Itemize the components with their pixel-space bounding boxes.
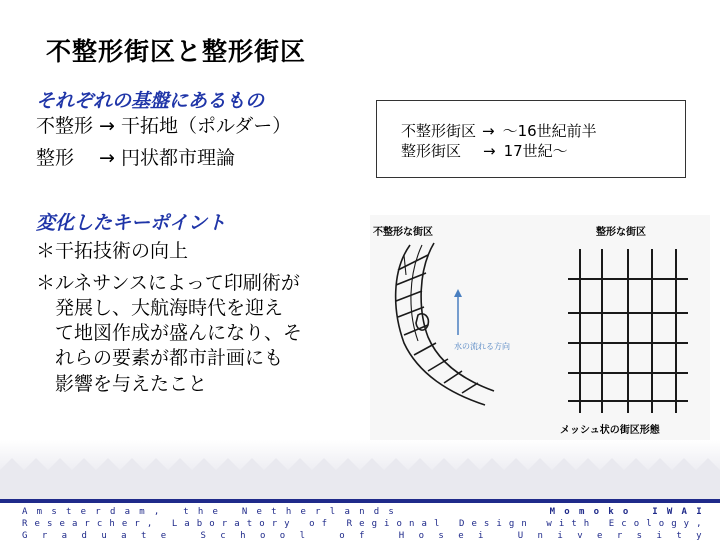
footer-char: e: [121, 519, 128, 529]
footer-char: n: [537, 531, 543, 541]
footer-char: a: [234, 519, 240, 529]
footer-char: l: [433, 519, 440, 529]
footer-char: h: [285, 507, 292, 517]
footer-char: L: [171, 519, 178, 529]
footer-char: o: [339, 531, 345, 541]
footer-char: a: [184, 519, 190, 529]
footer-char: m: [36, 507, 43, 517]
footer-char: [418, 506, 423, 518]
footer-char: o: [622, 507, 629, 517]
footer-char: u: [101, 531, 107, 541]
footer-char: i: [656, 531, 662, 541]
footer-char: i: [384, 519, 390, 529]
footer-char: t: [140, 531, 147, 541]
footer-char: o: [564, 507, 570, 517]
footer-char: c: [96, 519, 103, 529]
footer-char: a: [421, 519, 427, 529]
footer-char: r: [84, 519, 90, 529]
footer-char: o: [658, 519, 665, 529]
footer-row: [0, 518, 720, 530]
footer-char: [169, 506, 174, 518]
keypoint-item: ＊干拓技術の向上: [36, 240, 189, 262]
footer-char: o: [633, 519, 640, 529]
footer-char: [379, 530, 384, 542]
footer-char: s: [46, 519, 53, 529]
footer-char: c: [621, 519, 627, 529]
footer-char: R: [22, 519, 28, 529]
keypoint-item: れらの要素が都市計画にも: [36, 347, 284, 369]
footer-char: v: [577, 531, 583, 541]
footer-char: [432, 506, 437, 518]
footer-char: m: [578, 507, 585, 517]
period-line-regular: [401, 141, 685, 161]
label-irregular: 不整形な街区: [373, 227, 433, 238]
footer-char: E: [608, 519, 615, 529]
footer-char: y: [683, 519, 690, 529]
footer-char: a: [344, 507, 350, 517]
footer-row: [0, 530, 720, 542]
footer-char: l: [646, 519, 652, 529]
footer-char: H: [398, 531, 405, 541]
footer-char: c: [220, 531, 226, 541]
footer-char: n: [521, 519, 527, 529]
footer-char: a: [71, 519, 78, 529]
footer-char: [319, 530, 324, 542]
period-label: 不整形街区: [401, 122, 477, 140]
footer-char: t: [676, 531, 682, 541]
footer-char: t: [246, 519, 253, 529]
footer-char: e: [34, 519, 40, 529]
footer-char: S: [200, 531, 206, 541]
slide-title: 不整形街区と整形街区: [46, 37, 307, 66]
footer-char: [476, 506, 481, 518]
footer-char: M: [549, 507, 556, 517]
footer-char: [520, 506, 525, 518]
footer-char: d: [373, 507, 380, 517]
period-label: 整形街区: [401, 142, 462, 160]
footer-char: [534, 518, 539, 530]
footer-char: n: [359, 507, 365, 517]
footer-char: s: [438, 531, 444, 541]
footer-char: [596, 518, 601, 530]
footer-char: e: [80, 507, 87, 517]
footer-char: a: [121, 531, 127, 541]
footer-char: h: [109, 519, 115, 529]
footer-char: b: [196, 519, 203, 529]
footer-char: m: [139, 507, 145, 517]
arrow-icon: →: [482, 122, 495, 140]
footer-char: o: [418, 531, 424, 541]
footer-char: r: [41, 531, 48, 541]
foundation-line-irregular: 不整形 → 干拓地（ポルダー）: [36, 115, 292, 137]
footer-char: ,: [146, 519, 153, 529]
footer-rule: [0, 499, 720, 503]
footer-char: I: [696, 507, 702, 517]
label-flow: 水の流れる方向: [454, 342, 510, 351]
footer-char: h: [240, 531, 246, 541]
footer-char: n: [409, 519, 415, 529]
keypoint-item: 発展し、大航海時代を迎え: [36, 297, 284, 319]
foundation-line-regular: 整形 → 円状都市理論: [36, 147, 235, 169]
footer-char: o: [259, 519, 265, 529]
footer-char: e: [300, 507, 306, 517]
block-pattern-figure: [370, 215, 710, 440]
footer-char: [297, 518, 302, 530]
footer-char: w: [546, 519, 552, 529]
footer-char: [446, 518, 451, 530]
period-value: 17世紀～: [503, 142, 568, 160]
label-regular: 整形な街区: [596, 227, 646, 238]
period-value: ～16世紀前半: [502, 122, 597, 140]
footer-char: r: [134, 519, 140, 529]
footer-char: g: [371, 519, 377, 529]
keypoint-item: て地図作成が盛んになり、そ: [36, 322, 303, 344]
footer-char: r: [315, 507, 321, 517]
footer-char: f: [321, 519, 328, 529]
footer-char: D: [458, 519, 465, 529]
footer-char: R: [346, 519, 353, 529]
footer-char: k: [608, 507, 614, 517]
keypoint-item: ＊ルネサンスによって印刷術が: [36, 272, 300, 294]
footer-char: o: [259, 531, 266, 541]
footer-char: o: [279, 531, 286, 541]
footer-char: [535, 506, 540, 518]
footer-char: g: [671, 519, 677, 529]
footer-char: e: [597, 531, 603, 541]
footer-line-2: [0, 518, 720, 530]
footer-decoration: [0, 440, 720, 500]
footer-char: A: [22, 507, 28, 517]
footer-char: g: [508, 519, 515, 529]
footer-char: e: [256, 507, 262, 517]
footer-char: a: [124, 507, 131, 517]
footer-char: h: [197, 507, 204, 517]
footer-char: o: [396, 519, 402, 529]
footer-char: [227, 506, 232, 518]
footer-char: e: [212, 507, 218, 517]
footer-char: o: [593, 507, 600, 517]
footer-char: o: [309, 519, 315, 529]
footer-row: [0, 506, 720, 518]
footer-char: [491, 506, 496, 518]
footer-char: U: [517, 531, 524, 541]
label-mesh: メッシュ状の街区形態: [560, 425, 660, 436]
footer-char: [181, 530, 186, 542]
footer-char: s: [51, 507, 57, 517]
footer-char: a: [61, 531, 68, 541]
footer-char: f: [359, 531, 365, 541]
footer-char: r: [271, 519, 278, 529]
footer-char: o: [209, 519, 215, 529]
footer-char: ,: [696, 519, 702, 529]
footer-char: t: [271, 507, 277, 517]
period-line-irregular: [401, 121, 685, 141]
footer-line-3: [0, 530, 720, 542]
footer-char: [447, 506, 452, 518]
footer-char: [506, 506, 511, 518]
footer-char: G: [22, 531, 28, 541]
section-heading-keypoints: 変化したキーポイント: [36, 212, 227, 234]
footer-line-1: [0, 506, 720, 518]
footer-char: [334, 518, 339, 530]
footer-char: N: [241, 507, 248, 517]
footer-char: r: [616, 531, 623, 541]
period-box: [376, 100, 686, 178]
footer-char: t: [571, 519, 577, 529]
footer-char: W: [666, 507, 673, 517]
footer-char: i: [496, 519, 502, 529]
keypoint-item: 影響を与えたこと: [36, 373, 208, 395]
footer-char: i: [557, 531, 563, 541]
footer-char: y: [284, 519, 290, 529]
footer-char: l: [329, 507, 336, 517]
footer-char: e: [59, 519, 65, 529]
footer-char: [638, 506, 643, 518]
footer-char: t: [183, 507, 189, 517]
footer-char: y: [696, 531, 702, 541]
footer-char: I: [652, 507, 658, 517]
footer-char: i: [558, 519, 565, 529]
footer-char: d: [81, 531, 87, 541]
footer-char: r: [95, 507, 101, 517]
footer-char: e: [471, 519, 477, 529]
section-heading-foundations: それぞれの基盤にあるもの: [36, 90, 265, 112]
footer-char: e: [458, 531, 464, 541]
footer-char: s: [636, 531, 643, 541]
footer-char: e: [359, 519, 365, 529]
footer-char: A: [681, 507, 687, 517]
arrow-icon: →: [483, 142, 496, 160]
footer-char: t: [65, 507, 72, 517]
footer-char: r: [221, 519, 228, 529]
footer-char: s: [388, 507, 394, 517]
footer-char: [403, 506, 408, 518]
footer-char: l: [299, 531, 306, 541]
footer-char: d: [109, 507, 116, 517]
footer-char: [498, 530, 503, 542]
footer-char: s: [483, 519, 490, 529]
footer-char: h: [583, 519, 590, 529]
footer-char: [462, 506, 467, 518]
footer-char: [159, 518, 164, 530]
footer-char: i: [478, 531, 484, 541]
footer-char: e: [160, 531, 167, 541]
footer-char: ,: [153, 507, 160, 517]
